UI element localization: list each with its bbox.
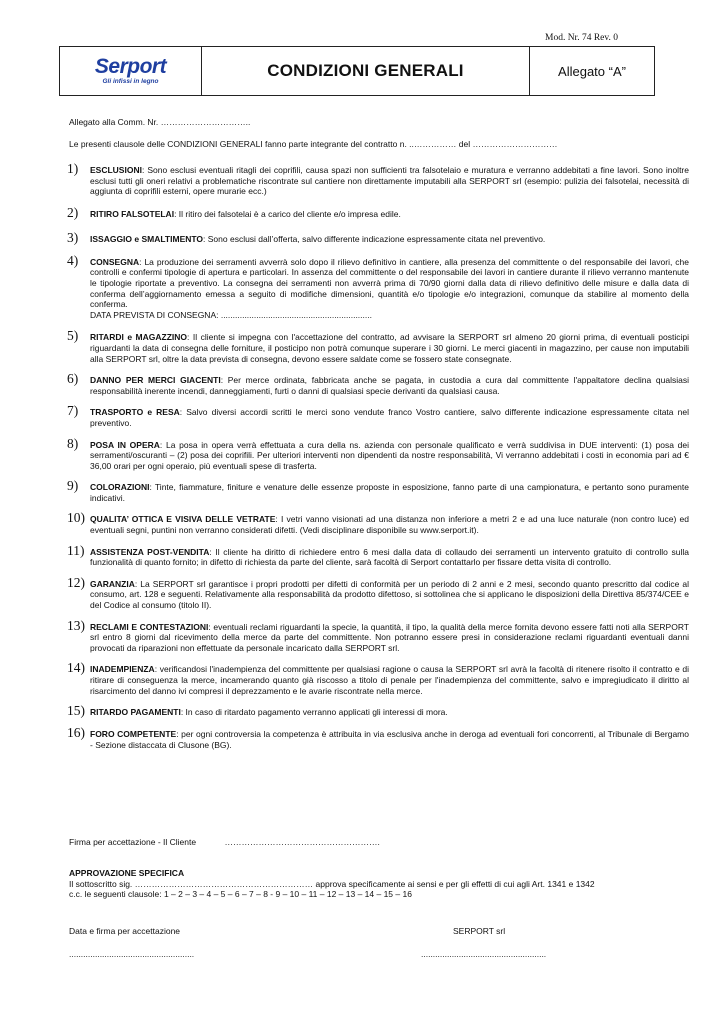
conditions-list (67, 162, 689, 750)
item-text: : La posa in opera verrà effettuata a cura della ns. azienda con personale qualificato e verrà suddivisa in DUE interventi: (1) posa dei serramenti/oscuranti – (2) posa dei coprifili. Per ulteriori interventi non dipendenti da nostre responsabilità, Vi verranno addebitati i costi in economia pari ad € 36,00 orari per ogni operaio, più eventuali spese di trasferta. (90, 439, 689, 471)
item-text: : I vetri vanno visionati ad una distanza non inferiore a metri 2 e ad una luce naturale (non contro luce) ed eventuali segni, puntini non verranno considerati difetti. (Vedi disciplinare disponibile su www.serport.it). (90, 514, 689, 536)
item-number: 4) (67, 252, 79, 268)
item-text: : Sono esclusi dall’offerta, salvo differente indicazione espressamente citata nel preventivo. (203, 233, 546, 244)
item-title: TRASPORTO e RESA (90, 407, 180, 418)
item-title: ESCLUSIONI (90, 165, 142, 175)
item-number: 7) (67, 403, 79, 419)
list-item (67, 372, 689, 396)
list-item (67, 661, 689, 696)
list-item (67, 576, 689, 611)
list-item (67, 329, 689, 364)
approval-line: Il sottoscritto sig. ……………………………………………………… approva specificamente ai sensi e per gli effetti di cui agli Art. 1341 e 1342 (69, 878, 595, 889)
list-item (67, 404, 689, 428)
company-label: SERPORT srl (453, 926, 506, 936)
item-title: RITARDO PAGAMENTI (90, 707, 181, 718)
item-text: : Il cliente si impegna con l'accettazione del contratto, ad avvisare la SERPORT srl almeno 20 giorni prima, di eventuali posticipi riguardanti la data di consegna delle forniture, il posticipo non potrà comunque superare i 30 giorni. Le merci giacenti in magazzino, per cause non imputabili alla SERPORT srl, oltre la data prevista di consegna, devono essere saldate come se fossero state consegnate. (90, 332, 689, 364)
item-number: 5) (67, 328, 79, 344)
item-number: 16) (67, 725, 85, 741)
item-title: GARANZIA (90, 578, 135, 589)
list-item (67, 511, 689, 535)
attachment-label: Allegato “A” (558, 63, 626, 79)
item-title: CONSEGNA (90, 256, 140, 267)
item-title: QUALITA’ OTTICA E VISIVA DELLE VETRATE (90, 514, 276, 525)
date-label: Data e firma per accettazione (69, 926, 181, 936)
date-signature-line: ..................................................... (69, 949, 195, 959)
item-text: : La produzione dei serramenti avverrà solo dopo il rilievo definitivo in cantiere, alla presenza del committente o del responsabile dei lavori, che controlli e confermi tipologie di apertura e particolari. In assenza del committente o del responsabile dei lavori in cantiere durante il rilievo verranno mantenute le tipologie riportate a preventivo. La consegna dei serramenti non avverrà prima di 70/90 giorni dalla data di rilievo definitivo delle misure e dalla data di conferma dell’aggiornamento emessa a seguito di modifiche dimensioni, quantità e/o tipologie e/o integrazioni, comunque da stabilire al momento della conferma. (90, 256, 689, 310)
list-item (67, 704, 689, 718)
list-item (67, 619, 689, 654)
item-number: 15) (67, 703, 85, 719)
item-number: 2) (67, 204, 79, 220)
item-text: : eventuali reclami riguardanti la specie, la quantità, il tipo, la qualità della merce fornita devono essere fatti noti alla SERPORT srl entro 8 giorni dal ricevimento della merce da parte del committente. Non potranno essere presi in considerazione reclami riguardanti eventuali danni provocati da riparazioni non effettuate da personale incaricato dalla SERPORT srl. (90, 621, 690, 653)
logo-tagline: Gli infissi in legno (102, 78, 159, 85)
item-number: 13) (67, 617, 85, 633)
page-title: CONDIZIONI GENERALI (202, 47, 530, 95)
list-item (67, 437, 689, 472)
list-item (67, 726, 689, 750)
item-text: : per ogni controversia la competenza è attribuita in via esclusiva anche in deroga ad eventuali fori concorrenti, al Tribunale di Bergamo - Sezione distaccata di Clusone (BG). (90, 729, 689, 750)
item-text: : Sono esclusi eventuali ritagli dei coprifili, causa spazi non sufficienti tra falsotelaio e muratura e verranno addebitati a fine lavori. Sono inoltre esclusi tutti gli oneri relativi a problematiche riscontrate sul cantiere non direttamente imputabili alla SERPORT srl (esempio: pulizia dei falsotelai, necessità di aggiunta di coprifili esterni, opere murarie ecc.) (90, 165, 689, 197)
item-text: : Tinte, fiammature, finiture e venature delle essenze proposte in esposizione, fanno parte di una campionatura, e pertanto sono puramente indicativi. (90, 482, 689, 503)
item-title: RITARDI e MAGAZZINO (90, 332, 188, 343)
item-title: RECLAMI E CONTESTAZIONI (90, 621, 209, 632)
item-number: 10) (67, 510, 85, 526)
list-item (67, 231, 689, 245)
list-item (67, 544, 689, 568)
item-text: : Il cliente ha diritto di richiedere entro 6 mesi dalla data di collaudo dei serramenti un intervento gratuito di controllo sulla funzionalità di quanto fornito; in difetto di richiesta da parte del cliente, sarà facoltà di Serport contattarlo per fissare detta visita di controllo. (90, 546, 689, 568)
item-text: : In caso di ritardato pagamento verranno applicati gli interessi di mora. (180, 707, 448, 718)
item-title: INADEMPIENZA (90, 664, 155, 675)
item-number: 8) (67, 435, 79, 451)
item-number: 6) (67, 371, 79, 387)
item-title: ASSISTENZA POST-VENDITA (90, 546, 210, 557)
item-number: 1) (67, 161, 79, 176)
company-signature-line: ..................................................... (421, 949, 547, 959)
item-number: 11) (67, 542, 85, 558)
item-text: : Salvo diversi accordi scritti le merci sono vendute franco Vostro cantiere, salvo differente indicazione espressamente citata nel preventivo. (90, 407, 689, 428)
item-number: 14) (67, 660, 85, 676)
list-item (67, 206, 689, 220)
document-header (59, 46, 655, 96)
item-title: POSA IN OPERA (90, 439, 160, 450)
item-text: : Il ritiro dei falsotelai è a carico del cliente e/o impresa edile. (174, 208, 401, 219)
form-code: Mod. Nr. 74 Rev. 0 (545, 33, 619, 43)
contract-clause-line: Le presenti clausole delle CONDIZIONI GENERALI fanno parte integrante del contratto n. ..…………… del ………………………… (69, 139, 558, 149)
list-item (67, 479, 689, 503)
item-title: FORO COMPETENTE (90, 729, 177, 740)
list-item (67, 162, 689, 197)
item-title: ISSAGGIO e SMALTIMENTO (90, 233, 204, 244)
delivery-date-line: DATA PREVISTA DI CONSEGNA: ................................................................ (90, 309, 372, 320)
item-number: 9) (67, 478, 79, 494)
item-title: DANNO PER MERCI GIACENTI (90, 375, 221, 386)
item-title: RITIRO FALSOTELAI (90, 208, 175, 219)
signature-line: ………………………………………………. (224, 837, 380, 847)
logo-text: Serport (94, 55, 167, 78)
approval-title: APPROVAZIONE SPECIFICA (69, 868, 185, 878)
list-item (67, 254, 689, 321)
company-logo (60, 47, 202, 95)
item-text: : verificandosi l'inadempienza del committente per qualsiasi ragione o causa la SERPORT srl avrà la facoltà di ritenere risolto il contratto e di ritirare di conseguenza la merce, incamerando quanto già riscosso a titolo di penale per l'inadempienza del committente, salvo e impregiudicato il diritto al risarcimento del danno ivi compresi il deprezzamento e le avarie riscontrate nella merce. (90, 664, 689, 696)
item-number: 3) (67, 229, 79, 245)
signature-label: Firma per accettazione - Il Cliente (69, 837, 197, 847)
specific-approval (69, 868, 595, 900)
commission-line: Allegato alla Comm. Nr. ………………………….. (69, 117, 251, 127)
item-text: : Per merce ordinata, fabbricata anche se pagata, in custodia a cura dal committente l'appaltatore declina qualsiasi responsabilità inerente incendi, danneggiamenti, furti o danni di qualsiasi specie derivanti da qualsiasi causa. (90, 375, 689, 396)
item-title: COLORAZIONI (90, 482, 150, 493)
approval-clauses: c.c. le seguenti clausole: 1 – 2 – 3 – 4 – 5 – 6 – 7 – 8 - 9 – 10 – 11 – 12 – 13 – 14 – 15 – 16 (69, 889, 412, 900)
item-number: 12) (67, 574, 85, 590)
item-text: : La SERPORT srl garantisce i propri prodotti per difetti di conformità per un periodo di 2 anni e 2 mesi, secondo quanto prescritto dal codice al consumo, art. 128 e seguenti. Relativamente alla responsabilità da prodotto difettoso, si sottolinea che si applicano le disposizioni della Direttiva 85/374/CEE e del Codice al consumo (titolo II). (90, 578, 689, 611)
client-signature-row (69, 837, 380, 848)
